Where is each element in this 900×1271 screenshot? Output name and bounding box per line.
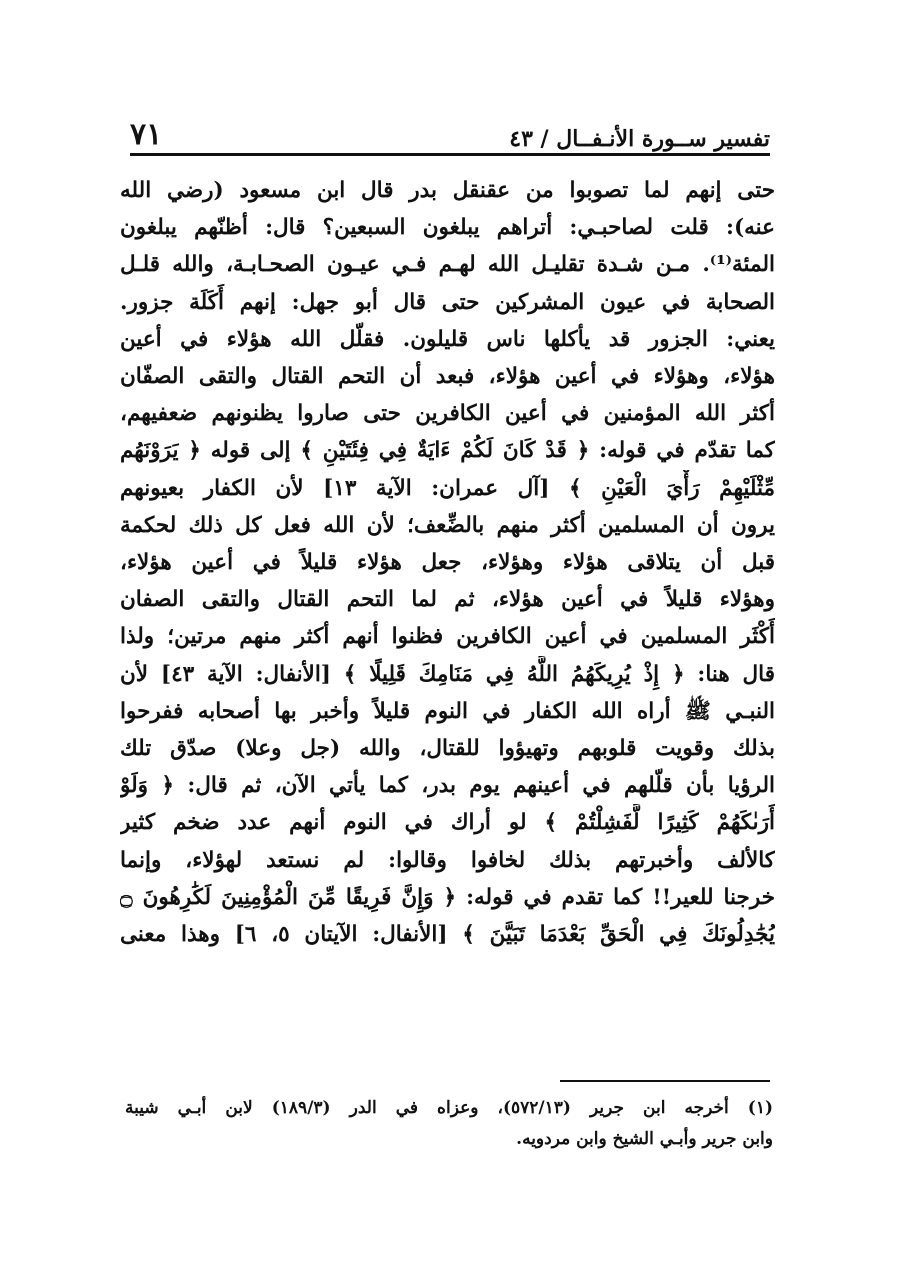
- body-line: أكثر الله المؤمنين في أعين الكافرين حتى صاروا يظنونهم ضعفيهم،: [120, 401, 775, 427]
- footnote-line: وابن جرير وأبـي الشيخ وابن مردويه.: [516, 1129, 773, 1149]
- body-line: وهؤلاء قليلاً في أعين هؤلاء، ثم لما التحم القتال والتقى الصفان: [120, 587, 775, 613]
- body-line: قال هنا: ﴿ إِذْ يُرِيكَهُمُ اللَّهُ فِي مَنَامِكَ قَلِيلًا ﴾ [الأنفال: الآية ٤٣] لأن: [120, 661, 775, 687]
- body-line: كما تقدّم في قوله: ﴿ قَدْ كَانَ لَكُمْ ءَايَةٌ فِي فِئَتَيْنِ ﴾ إلى قوله ﴿ يَرَوْنَهُم: [120, 438, 775, 464]
- body-line: يرون أن المسلمين أكثر منهم بالضِّعف؛ لأن الله فعل كل ذلك لحكمة: [120, 512, 775, 538]
- body-line: هؤلاء، وهؤلاء في أعين هؤلاء، فبعد أن التحم القتال والتقى الصفّان: [120, 364, 775, 390]
- running-title: تفسير ســورة الأنـفــال / ٤٣: [509, 126, 770, 152]
- footnote-line: (١) أخرجه ابن جرير (٥٧٢/١٣)، وعزاه في الدر (١٨٩/٣) لابن أبـي شيبة: [125, 1098, 773, 1118]
- body-line: حتى إنهم لما تصوبوا من عقنقل بدر قال ابن مسعود (رضي الله: [120, 178, 775, 203]
- header-divider: [130, 153, 770, 156]
- body-line: يعني: الجزور قد يأكلها ناس قليلون. فقلّل الله هؤلاء في أعين: [120, 326, 775, 352]
- body-line: خرجنا للعير!! كما تقدم في قوله: ﴿ وَإِنَّ فَرِيقًا مِّنَ الْمُؤْمِنِينَ لَكَٰرِهُونَ ۝: [120, 884, 775, 910]
- body-line: الصحابة في عيون المشركين حتى قال أبو جهل: إنهم أَكَلَة جزور.: [120, 289, 775, 315]
- page-number: ٧١: [130, 117, 163, 152]
- body-line: يُجَٰدِلُونَكَ فِي الْحَقِّ بَعْدَمَا تَبَيَّنَ ﴾ [الأنفال: الآيتان ٥، ٦] وهذا معنى: [120, 922, 775, 948]
- footnote-divider: [560, 1080, 770, 1082]
- body-line: أَرَىٰكَهُمْ كَثِيرًا لَّفَشِلْتُمْ ﴾ لو أراك في النوم أنهم عدد ضخم كثير: [120, 810, 775, 836]
- body-line: كالألف وأخبرتهم بذلك لخافوا وقالوا: لم نستعد لهؤلاء، وإنما: [120, 847, 775, 873]
- body-line: قبل أن يتلاقى هؤلاء وهؤلاء، جعل هؤلاء قليلاً في أعين هؤلاء،: [120, 550, 775, 576]
- footnotes: [125, 1093, 773, 1155]
- body-line: عنه): قلت لصاحبـي: أتراهم يبلغون السبعين؟ قال: أظنّهم يبلغون: [120, 215, 775, 241]
- body-line: الرؤيا بأن قلّلهم في أعينهم يوم بدر، كما يأتي الآن، ثم قال: ﴿ وَلَوْ: [120, 773, 775, 799]
- body-line: أَكْثَر المسلمين في أعين الكافرين فظنوا أنهم أكثر منهم مرتين؛ ولذا: [120, 624, 775, 650]
- body-line: المئة⁽¹⁾. مـن شـدة تقليـل الله لهـم فـي عيـون الصحـابـة، والله قلـل: [120, 252, 775, 278]
- body-line: مِّثْلَيْهِمْ رَأْيَ الْعَيْنِ ﴾ [آل عمران: الآية ١٣] لأن الكفار بعيونهم: [120, 475, 775, 501]
- body-line: النبـي ﷺ أراه الله الكفار في النوم قليلاً وأخبر بها أصحابه ففرحوا: [120, 698, 775, 724]
- page-header: [130, 112, 770, 152]
- body-line: بذلك وقويت قلوبهم وتهيؤوا للقتال، والله (جل وعلا) صدّق تلك: [120, 736, 775, 762]
- body-text: [120, 172, 775, 953]
